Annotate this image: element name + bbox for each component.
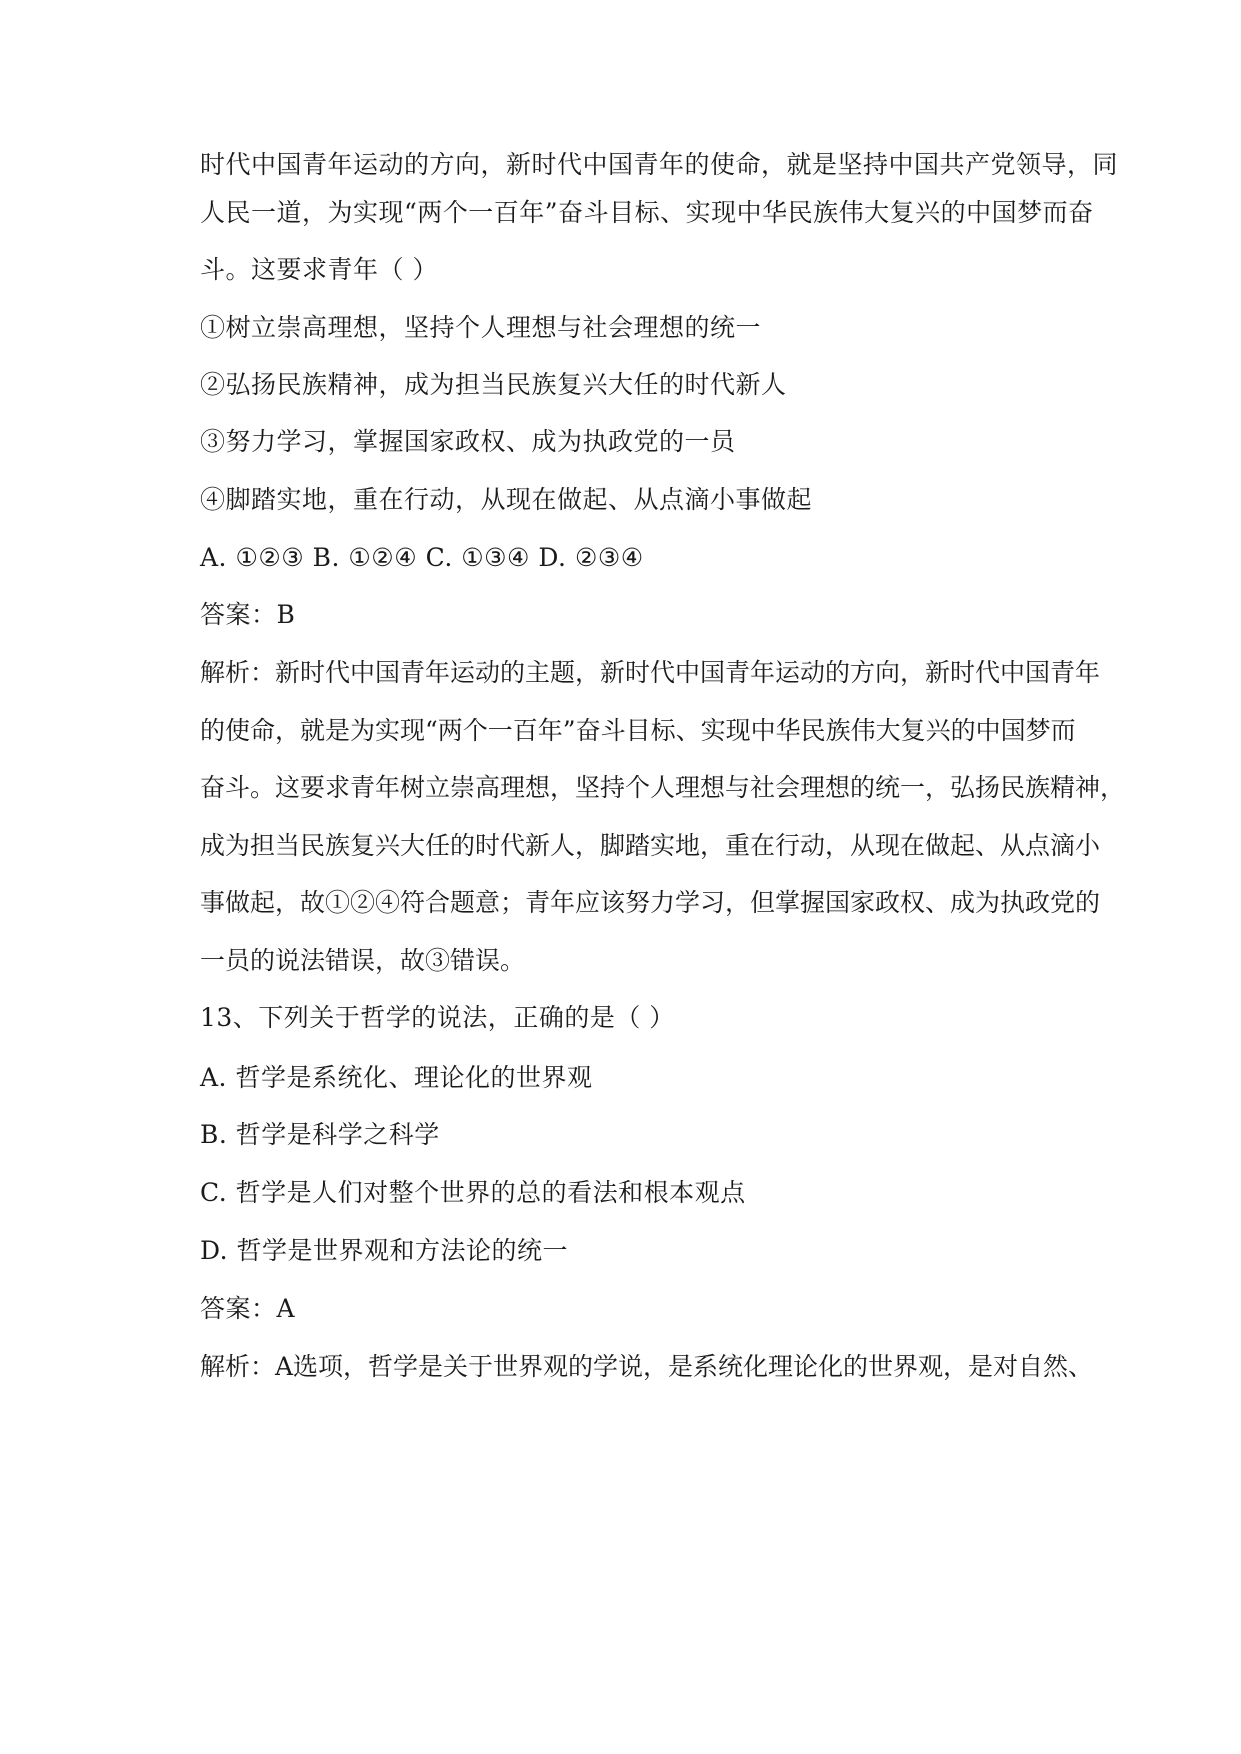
q13-stem: 13、下列关于哲学的说法，正确的是（ ） [200, 1003, 675, 1032]
q12-stem-line-3: 斗。这要求青年（ ） [200, 255, 438, 284]
q13-analysis-line-1: 解析：A选项，哲学是关于世界观的学说，是系统化理论化的世界观，是对自然、 [200, 1352, 1094, 1381]
q12-analysis-line-5: 事做起，故①②④符合题意；青年应该努力学习，但掌握国家政权、成为执政党的 [200, 888, 1101, 917]
q12-options: A. ①②③ B. ①②④ C. ①③④ D. ②③④ [200, 543, 644, 572]
q12-answer: 答案：B [200, 600, 296, 629]
q12-item-2: ②弘扬民族精神，成为担当民族复兴大任的时代新人 [200, 370, 787, 399]
q13-option-c: C. 哲学是人们对整个世界的总的看法和根本观点 [200, 1178, 746, 1207]
q13-option-b: B. 哲学是科学之科学 [200, 1120, 440, 1149]
q12-analysis-line-6: 一员的说法错误，故③错误。 [200, 946, 526, 975]
q12-item-3: ③努力学习，掌握国家政权、成为执政党的一员 [200, 427, 736, 456]
q12-analysis-line-4: 成为担当民族复兴大任的时代新人，脚踏实地，重在行动，从现在做起、从点滴小 [200, 831, 1101, 860]
q12-analysis-line-3: 奋斗。这要求青年树立崇高理想，坚持个人理想与社会理想的统一，弘扬民族精神， [200, 773, 1126, 802]
q13-option-a: A. 哲学是系统化、理论化的世界观 [200, 1063, 593, 1092]
q13-answer: 答案：A [200, 1294, 296, 1323]
q13-option-d: D. 哲学是世界观和方法论的统一 [200, 1236, 569, 1265]
q12-stem-line-1: 时代中国青年运动的方向，新时代中国青年的使命，就是坚持中国共产党领导，同 [200, 150, 1119, 179]
q12-analysis-line-1: 解析：新时代中国青年运动的主题，新时代中国青年运动的方向，新时代中国青年 [200, 658, 1101, 687]
q12-stem-line-2: 人民一道，为实现“两个一百年”奋斗目标、实现中华民族伟大复兴的中国梦而奋 [200, 198, 1094, 227]
q12-item-4: ④脚踏实地，重在行动，从现在做起、从点滴小事做起 [200, 485, 813, 514]
q12-item-1: ①树立崇高理想，坚持个人理想与社会理想的统一 [200, 313, 762, 342]
q12-analysis-line-2: 的使命，就是为实现“两个一百年”奋斗目标、实现中华民族伟大复兴的中国梦而 [200, 716, 1076, 745]
